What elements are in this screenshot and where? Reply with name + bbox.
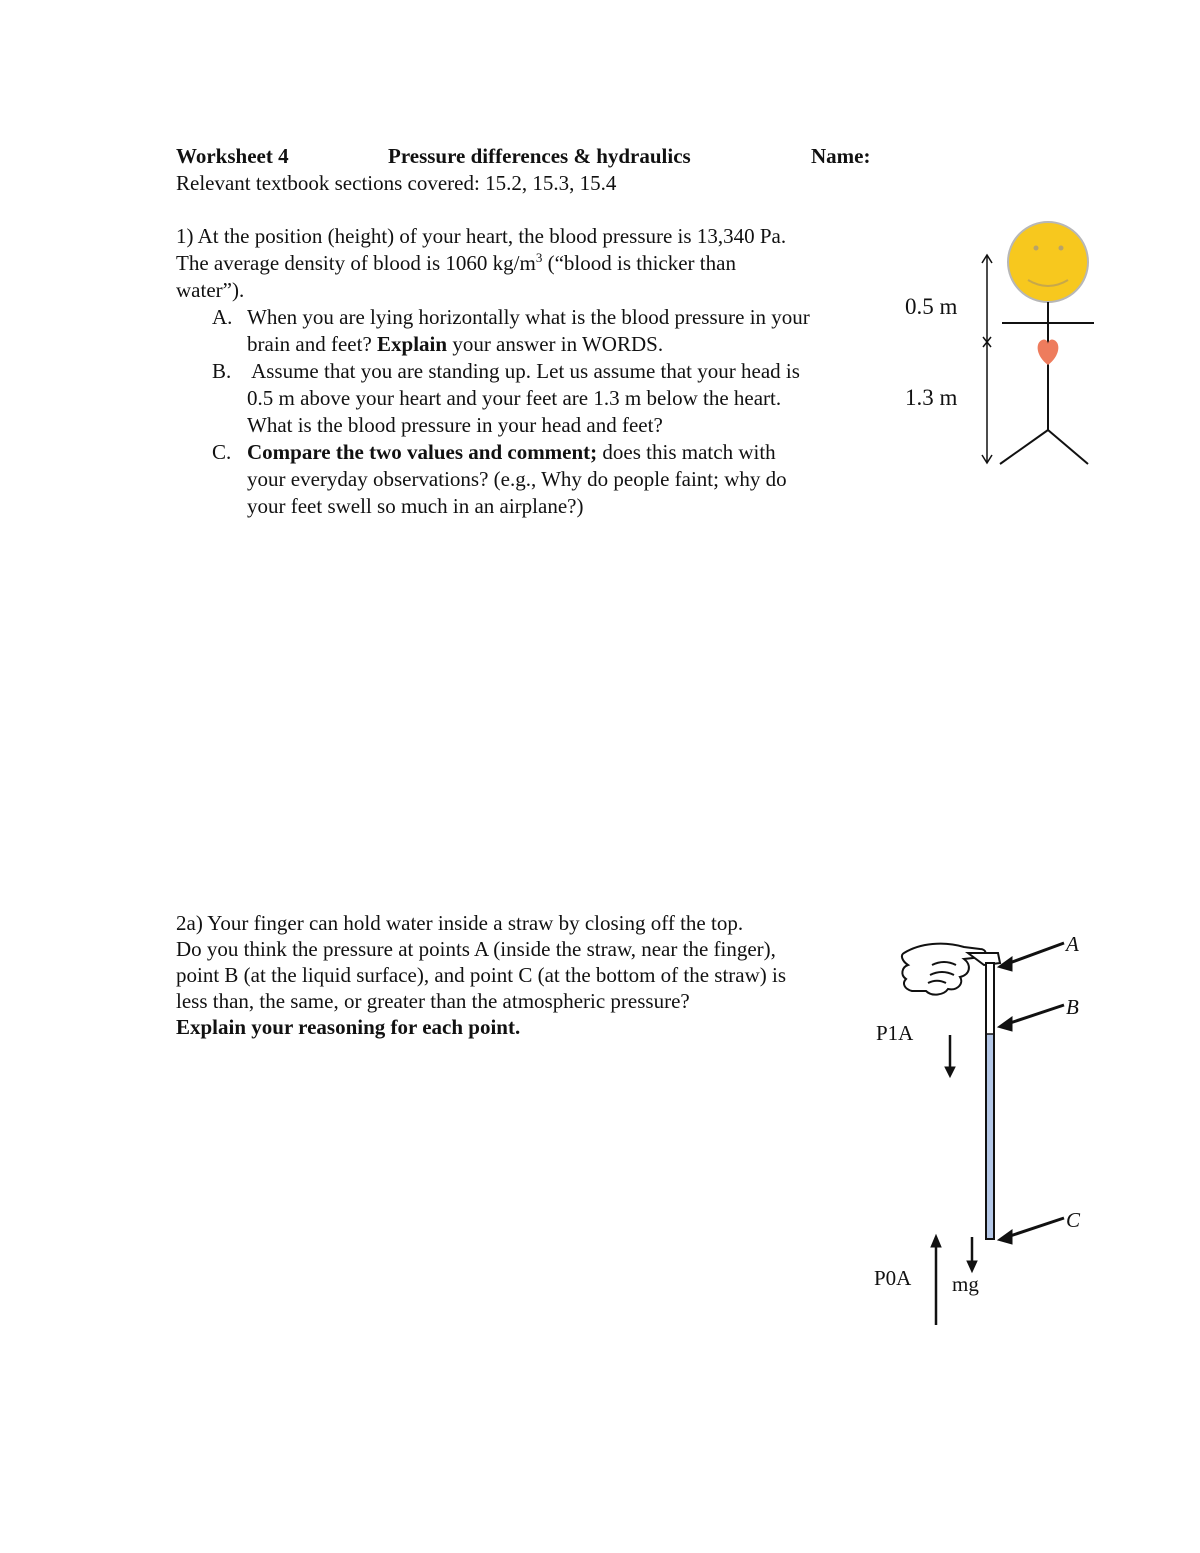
worksheet-number: Worksheet 4 <box>176 144 289 168</box>
pointer-c-head <box>998 1230 1012 1244</box>
q1-item-c <box>212 439 787 518</box>
point-b-label: B <box>1066 995 1079 1019</box>
q1-item-b-letter: B. <box>212 359 232 383</box>
worksheet-title: Pressure differences & hydraulics <box>388 144 691 168</box>
q1-density-quote: (“blood is thicker than <box>542 251 736 275</box>
q1-item-a-letter: A. <box>212 305 233 329</box>
q1-item-a-line1: When you are lying horizontally what is the blood pressure in your <box>247 305 810 329</box>
q1-item-a-text: brain and feet? <box>247 332 378 356</box>
right-leg <box>1048 430 1088 464</box>
q2-line4: less than, the same, or greater than the atmospheric pressure? <box>176 989 690 1013</box>
force-p1a-arrow-head <box>945 1067 955 1077</box>
q1-item-b-line1: Assume that you are standing up. Let us assume that your head is <box>247 359 800 383</box>
force-mg-arrow-head <box>967 1261 977 1272</box>
q1-intro-line3: water”). <box>176 278 245 302</box>
q2-line5: Explain your reasoning for each point. <box>176 1015 521 1039</box>
q1-item-c-text: does this match with <box>597 440 776 464</box>
label-feet-distance: 1.3 m <box>905 385 958 410</box>
q2-line1: 2a) Your finger can hold water inside a straw by closing off the top. <box>176 911 744 935</box>
q1-intro-line1: 1) At the position (height) of your heart, the blood pressure is 13,340 Pa. <box>176 224 787 248</box>
point-a-label: A <box>1066 932 1079 956</box>
q1-item-c-line3: your feet swell so much in an airplane?) <box>247 494 584 518</box>
q2-line3: point B (at the liquid surface), and point C (at the bottom of the straw) is <box>176 963 787 987</box>
q2-line2: Do you think the pressure at points A (inside the straw, near the finger), <box>176 937 776 961</box>
q1-item-a <box>212 304 810 356</box>
pointer-c <box>1004 1218 1064 1238</box>
pointer-a <box>1004 943 1064 965</box>
straw-diagram <box>860 925 1100 1335</box>
pointer-b-head <box>998 1017 1012 1031</box>
force-p1a-label: P1A <box>876 1021 914 1045</box>
label-head-distance: 0.5 m <box>905 294 958 319</box>
q1-item-a-text-end: your answer in WORDS. <box>447 332 664 356</box>
q1-density-text: The average density of blood is 1060 kg/m <box>176 251 536 275</box>
hand-icon <box>902 944 986 995</box>
stick-figure-diagram <box>890 210 1110 480</box>
q1-item-a-line2 <box>247 331 663 358</box>
point-c-label: C <box>1066 1208 1081 1232</box>
q1-intro-line2 <box>176 250 736 277</box>
force-p0a-arrow-head <box>931 1235 941 1247</box>
right-eye <box>1059 246 1064 251</box>
q1-item-c-line2: your everyday observations? (e.g., Why do people faint; why do <box>247 467 787 491</box>
q1-item-b <box>212 358 800 437</box>
force-p0a-label: P0A <box>874 1266 912 1290</box>
left-eye <box>1034 246 1039 251</box>
left-leg <box>1000 430 1048 464</box>
water-column <box>987 1034 993 1238</box>
q1-item-b-line3: What is the blood pressure in your head and feet? <box>247 413 663 437</box>
q1-density-exponent: 3 <box>535 250 543 265</box>
textbook-sections: Relevant textbook sections covered: 15.2, 15.3, 15.4 <box>176 171 617 195</box>
q1-item-c-line1 <box>247 439 776 466</box>
pointer-b <box>1004 1005 1064 1025</box>
q1-item-b-line2: 0.5 m above your heart and your feet are 1.3 m below the heart. <box>247 386 782 410</box>
smiley-face <box>1008 222 1088 302</box>
q1-item-c-bold: Compare the two values and comment; <box>247 440 598 464</box>
q1-item-a-bold: Explain <box>377 332 448 356</box>
name-label: Name: <box>811 144 871 168</box>
q1-item-c-letter: C. <box>212 440 232 464</box>
force-mg-label: mg <box>952 1272 979 1296</box>
